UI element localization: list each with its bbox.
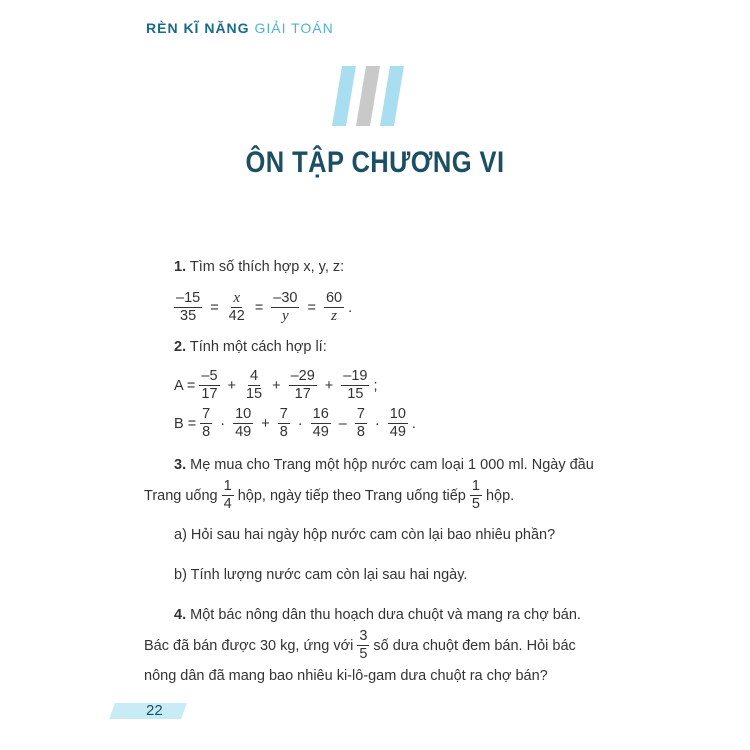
q4-line-2: Bác đã bán được 30 kg, ứng với $\frac{3}{5}$ số dưa chuột đem bán. Hỏi bác bbox=[144, 628, 576, 662]
q3-number: 3. bbox=[174, 457, 187, 473]
header-bold: RÈN KĨ NĂNG bbox=[146, 20, 250, 36]
page-number: 22 bbox=[146, 702, 163, 719]
q1-text: Tìm số thích hợp x, y, z: bbox=[189, 259, 345, 275]
q2-b-label: B = bbox=[174, 415, 197, 432]
q1-prompt bbox=[174, 258, 344, 276]
q1-frac-4: $\frac{60}{z}$ bbox=[325, 290, 343, 324]
running-header bbox=[146, 20, 334, 36]
chapter-bars-decoration bbox=[332, 66, 412, 126]
chapter-title: ÔN TẬP CHƯƠNG VI bbox=[245, 146, 505, 179]
q2-a-label: A = bbox=[174, 377, 196, 394]
q1-equation: $\frac{-15}{35}$ = $\frac{x}{42}$ = $\frac{-30}{y}$ = $\frac{60}{z}$ . bbox=[176, 290, 353, 324]
q1-frac-2: $\frac{x}{42}$ bbox=[228, 290, 245, 324]
q3-part-a: a) Hỏi sau hai ngày hộp nước cam còn lại bao nhiêu phần? bbox=[174, 527, 556, 543]
q1-frac-3: $\frac{-30}{y}$ bbox=[273, 290, 298, 324]
q3-frac-2: $\frac{1}{5}$ bbox=[471, 478, 480, 512]
q4-frac: $\frac{3}{5}$ bbox=[359, 628, 368, 662]
q2-text: Tính một cách hợp lí: bbox=[189, 339, 327, 355]
q2-expression-a: A = $\frac{-5}{17}$ + $\frac{4}{15}$ + $\frac{-29}{17}$ + $\frac{-19}{15}$ ; bbox=[174, 368, 378, 402]
bar-1 bbox=[332, 66, 356, 126]
q2-number: 2. bbox=[174, 339, 187, 355]
q1-frac-1: $\frac{-15}{35}$ bbox=[176, 290, 201, 324]
bar-3 bbox=[380, 66, 404, 126]
q2-prompt bbox=[174, 338, 327, 356]
q4-line-1: 4. Một bác nông dân thu hoạch dưa chuột và mang ra chợ bán. bbox=[174, 607, 581, 623]
q3-frac-1: $\frac{1}{4}$ bbox=[223, 478, 232, 512]
q2-expression-b: B = $\frac{7}{8}$ · $\frac{10}{49}$ + $\frac{7}{8}$ · $\frac{16}{49}$ – $\frac{7}{8}$ · $\frac{10}{49}$ . bbox=[174, 406, 416, 440]
q4-number: 4. bbox=[174, 607, 187, 623]
header-light: GIẢI TOÁN bbox=[254, 20, 334, 36]
q4-line-3: nông dân đã mang bao nhiêu ki-lô-gam dưa chuột ra chợ bán? bbox=[144, 668, 548, 684]
q3-line-2: Trang uống $\frac{1}{4}$ hộp, ngày tiếp theo Trang uống tiếp $\frac{1}{5}$ hộp. bbox=[144, 478, 515, 512]
q3-line-1: 3. Mẹ mua cho Trang một hộp nước cam loại 1 000 ml. Ngày đầu bbox=[174, 457, 594, 473]
q1-number: 1. bbox=[174, 259, 187, 275]
q3-part-b: b) Tính lượng nước cam còn lại sau hai ngày. bbox=[174, 567, 468, 583]
bar-2 bbox=[356, 66, 380, 126]
